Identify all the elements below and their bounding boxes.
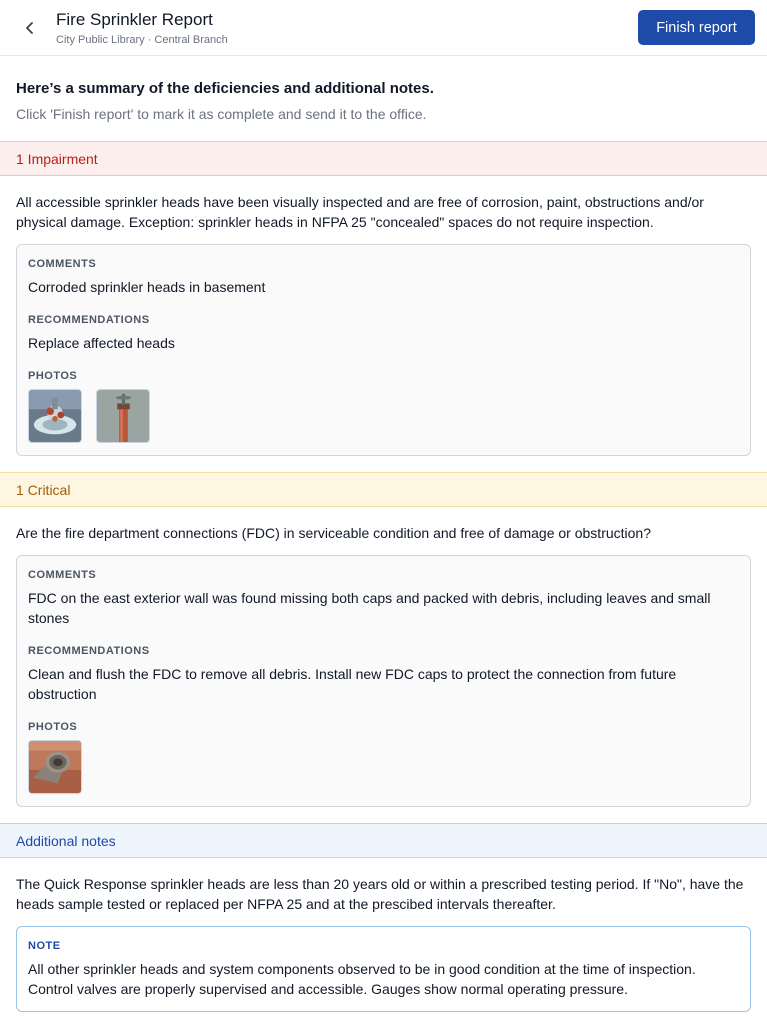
photo-list [28,740,739,794]
critical-details-card [16,555,751,807]
recommendations-label: RECOMMENDATIONS [28,645,150,657]
chevron-left-icon [23,21,37,35]
photo-thumbnail[interactable] [28,740,82,794]
comments-label: COMMENTS [28,258,97,270]
critical-header: 1 Critical [0,472,767,507]
critical-question: Are the fire department connections (FDC) in serviceable condition and free of damage or obstruction? [16,525,652,541]
impairment-section [0,176,767,456]
note-text: All other sprinkler heads and system components observed to be in good condition at the time of inspection. Control valves are properly supervised and accessible. Gauges show normal operating pressure. [28,961,696,997]
impairment-details-card [16,244,751,456]
photos-label: PHOTOS [28,370,78,382]
additional-notes-header: Additional notes [0,823,767,858]
impairment-header: 1 Impairment [0,141,767,176]
photo-thumbnail[interactable] [96,389,150,443]
summary-instructions: Click 'Finish report' to mark it as complete and send it to the office. [16,106,427,122]
page-subtitle: City Public Library · Central Branch [56,34,228,46]
notes-question: The Quick Response sprinkler heads are less than 20 years old or within a prescribed testing period. If "No", have the heads sample tested or replaced per NFPA 25 and at the prescibed intervals thereafter. [16,876,744,912]
photos-label: PHOTOS [28,721,78,733]
summary-heading: Here’s a summary of the deficiencies and additional notes. [16,80,434,97]
additional-notes-section [0,858,767,1012]
impairment-question: All accessible sprinkler heads have been visually inspected and are free of corrosion, paint, obstructions and/or physical damage. Exception: sprinkler heads in NFPA 25 "concealed" spaces do not require inspection. [16,194,704,230]
comments-text: FDC on the east exterior wall was found missing both caps and packed with debris, including leaves and small stones [28,590,711,626]
critical-section [0,507,767,807]
recommendations-text: Clean and flush the FDC to remove all debris. Install new FDC caps to protect the connection from future obstruction [28,666,677,702]
page-title: Fire Sprinkler Report [56,10,213,29]
top-bar [0,0,767,56]
comments-label: COMMENTS [28,569,97,581]
comments-text: Corroded sprinkler heads in basement [28,279,266,295]
title-block [56,10,228,47]
recommendations-label: RECOMMENDATIONS [28,314,150,326]
note-card [16,926,751,1012]
back-button[interactable] [18,16,42,40]
note-label: NOTE [28,940,61,952]
photo-list [28,389,739,443]
summary-intro [0,56,767,141]
photo-thumbnail[interactable] [28,389,82,443]
recommendations-text: Replace affected heads [28,335,175,351]
finish-report-button[interactable]: Finish report [638,10,755,45]
